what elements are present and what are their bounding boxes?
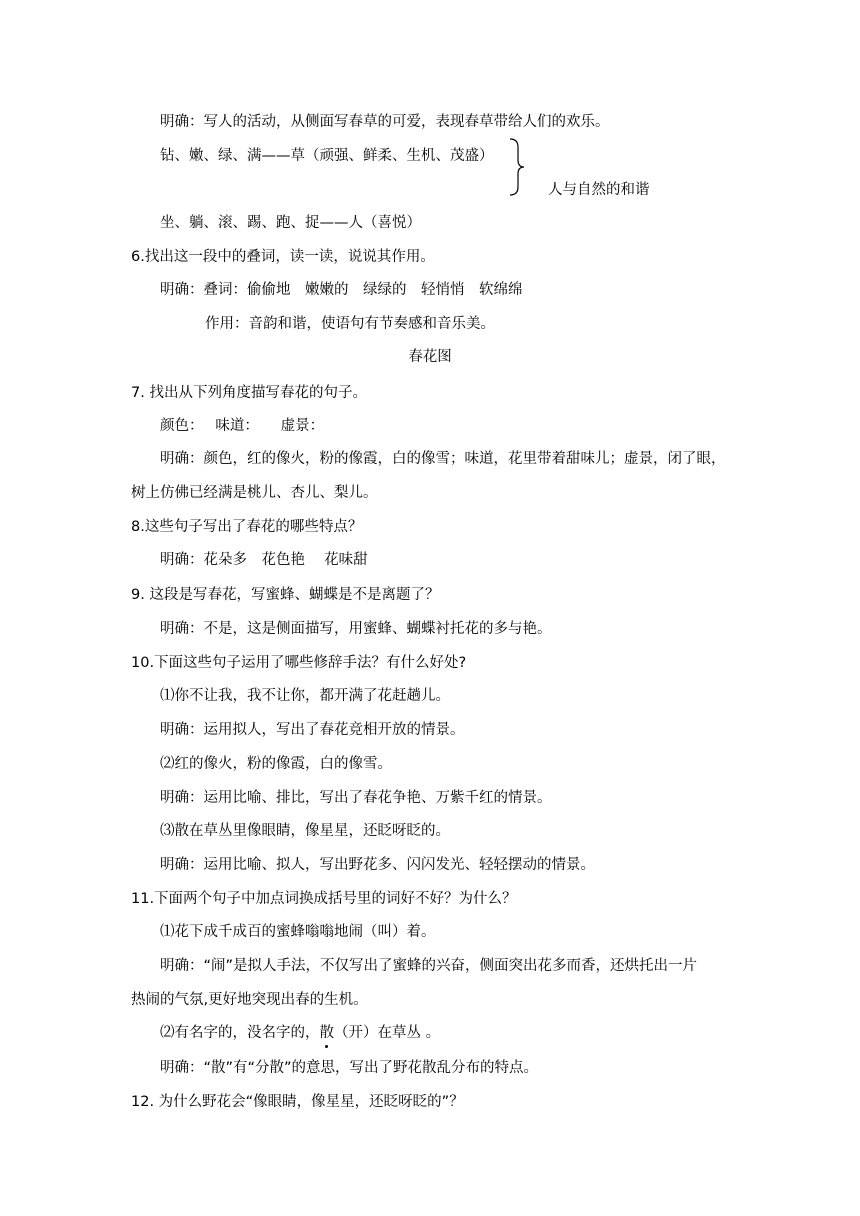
answer-11-2: 明确：“散”有“分散”的意思，写出了野花散乱分布的特点。 [160, 1060, 539, 1076]
sentence-10-2: ⑵红的像火，粉的像霞，白的像雪。 [160, 756, 392, 772]
question-10: 10.下面这些句子运用了哪些修辞手法？有什么好处? [131, 655, 467, 671]
sentence-11-2 [160, 1023, 440, 1043]
question-8: 8.这些句子写出了春花的哪些特点？ [131, 519, 363, 535]
question-6: 6.找出这一段中的叠词，读一读，说说其作用。 [131, 249, 435, 265]
question-12: 12. 为什么野花会“像眼睛，像星星，还眨呀眨的”？ [131, 1094, 464, 1110]
answer-10-1: 明确：运用拟人，写出了春花竞相开放的情景。 [160, 722, 465, 738]
answer-11-1-line2: 热闹的气氛,更好地突现出春的生机。 [131, 992, 368, 1008]
right-brace-icon [508, 138, 532, 196]
question-9: 9. 这段是写春花，写蜜蜂、蝴蝶是不是离题了？ [131, 587, 440, 603]
answer-11-1-line1: 明确：“闹”是拟人手法，不仅写出了蜜蜂的兴奋，侧面突出花多而香，还烘托出一片 [160, 958, 698, 974]
question-7-angles: 颜色： 味道： 虚景： [160, 418, 325, 434]
answer-8: 明确：花朵多 花色艳 花味甜 [160, 552, 368, 568]
answer-10-2: 明确：运用比喻、排比，写出了春花争艳、万紫千红的情景。 [160, 790, 552, 806]
answer-7-line1: 明确：颜色，红的像火，粉的像霞，白的像雪；味道，花里带着甜味儿；虚景，闭了眼， [160, 451, 726, 467]
answer-7-line2: 树上仿佛已经满是桃儿、杏儿、梨儿。 [131, 485, 378, 501]
people-words: 坐、躺、滚、踢、跑、捉——人（喜悦） [160, 215, 421, 231]
answer-9: 明确：不是，这是侧面描写，用蜜蜂、蝴蝶衬托花的多与艳。 [160, 621, 552, 637]
clarify-activity: 明确：写人的活动，从侧面写春草的可爱，表现春草带给人们的欢乐。 [160, 114, 610, 130]
sentence-11-1: ⑴花下成千成百的蜜蜂嗡嗡地闹（叫）着。 [160, 924, 436, 940]
section-title: 春花图 [408, 349, 452, 365]
sentence-11-2-before: ⑵有名字的，没名字的， [160, 1025, 320, 1041]
sentence-10-3: ⑶散在草丛里像眼睛，像星星，还眨呀眨的。 [160, 823, 450, 839]
answer-10-3: 明确：运用比喻、拟人，写出野花多、闪闪发光、轻轻摆动的情景。 [160, 857, 595, 873]
harmony-label: 人与自然的和谐 [548, 182, 650, 198]
question-11: 11.下面两个句子中加点词换成括号里的词好不好？为什么？ [131, 891, 517, 907]
answer-6-effect: 作用：音韵和谐，使语句有节奏感和音乐美。 [205, 316, 495, 332]
sentence-11-2-after: （开）在草丛 。 [334, 1025, 441, 1041]
question-7: 7. 找出从下列角度描写春花的句子。 [131, 385, 367, 401]
grass-words: 钻、嫩、绿、满——草（顽强、鲜柔、生机、茂盛） [160, 148, 494, 164]
answer-6-words: 明确：叠词：偷偷地 嫩嫩的 绿绿的 轻悄悄 软绵绵 [160, 282, 523, 298]
emphasis-dot-word: 散 [319, 1025, 334, 1041]
sentence-10-1: ⑴你不让我，我不让你，都开满了花赶趟儿。 [160, 688, 450, 704]
